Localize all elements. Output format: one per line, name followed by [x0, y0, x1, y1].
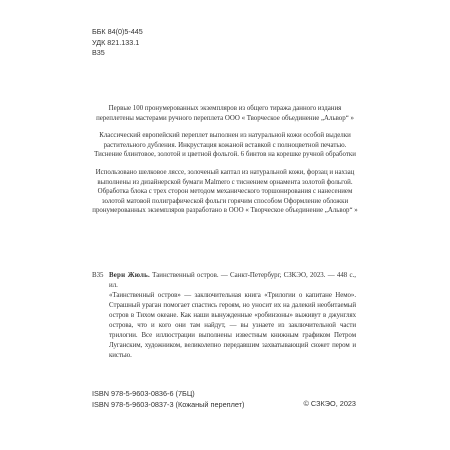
isbn-block [92, 389, 244, 410]
title-and-publication: Таинственный остров. — Санкт-Петербург, СЗКЭО, 2023. — 448 с., ил. [109, 272, 356, 289]
udk-code: УДК 821.133.1 [92, 37, 140, 47]
catalog-code: В35 [92, 272, 104, 279]
limited-edition-paragraph-2: Классический европейский переплет выполнен из натуральной кожи особой выделки растительного дубления. Инкрустация кожаной вставкой с полноцветной печатью. Тиснение блинтовое, золотой и цветной фольгой. 6 бинтов на корешке ручной обработки [94, 132, 356, 159]
bbk-code: ББК 84(0)5-445 [92, 27, 143, 36]
isbn-line-1: ISBN 978-5-9603-0836-6 (7БЦ) [92, 389, 195, 398]
limited-edition-paragraph-1: Первые 100 пронумерованных экземпляров из общего тиража данного издания переплетены мастерами ручного переплета ООО « Творческое объединение „Альвор“ » [96, 105, 354, 122]
author-sign: В35 [92, 48, 105, 58]
classification-codes [92, 27, 143, 59]
bibliographic-entry [92, 271, 356, 291]
copyright-notice: © СЗКЭО, 2023 [303, 399, 356, 408]
bibliographic-description [109, 271, 356, 291]
cataloging-record [92, 271, 356, 361]
isbn-line-2: ISBN 978-5-9603-0837-3 (Кожаный переплет) [92, 399, 245, 409]
author-name: Верн Жюль. [109, 272, 150, 279]
book-summary: «Таинственный остров» — заключительная книга «Трилогии о капитане Немо». Страшный ураган помогает спастись героям, но уносит их на далекий необитаемый остров в Тихом океане. Как наши вынужденные «робинзоны» выживут в джунглях острова, что и кого они там найдут, — вы узнаете из заключительной части трилогии. Все иллюстрации выполнены известным книжным графиком Петром Луганским, художником, великолепно передавшим захватывающий сюжет пером и кистью. [109, 292, 356, 359]
limited-edition-paragraph-3: Использовано шелковое ляссе, золоченый каптал из натуральной кожи, форзац и нахзац выполнены из дизайнерской бумаги Malmero с тиснением орнамента золотой фольгой. Обработка блока с трех сторон методом механического торшонирования с нанесением золотой матовой полиграфической фольги горячим способом Оформление обложки пронумерованных экземпляров разработано в ООО « Творческое объединение „Альвор“ » [92, 168, 358, 215]
limited-edition-note [92, 104, 358, 224]
